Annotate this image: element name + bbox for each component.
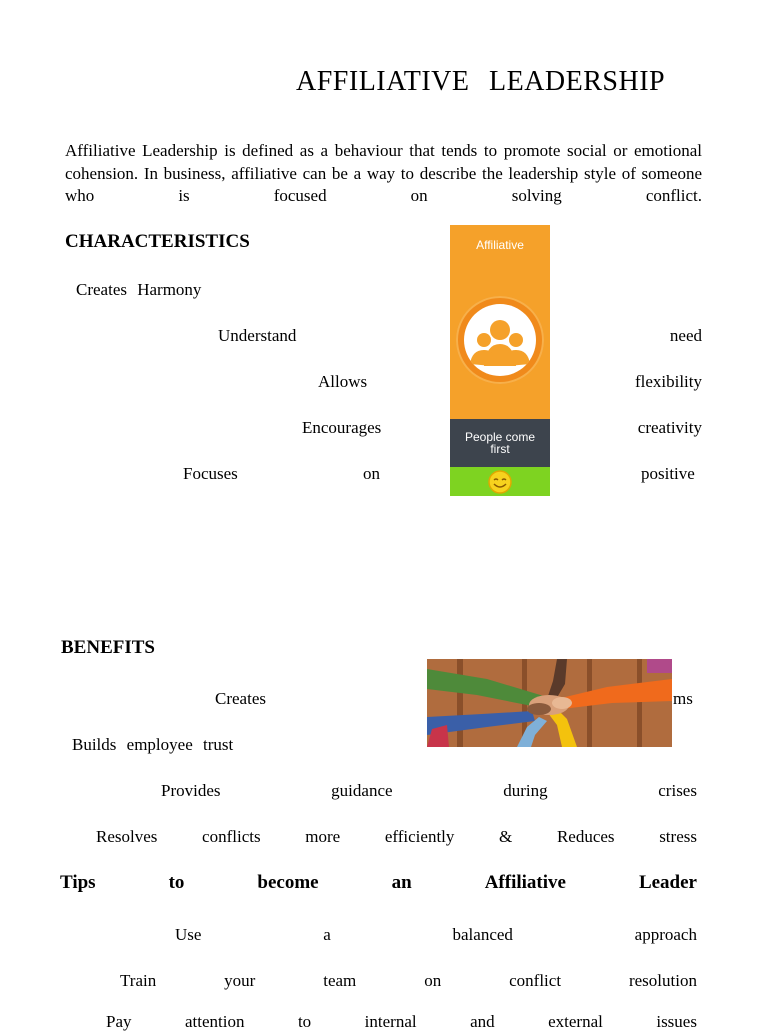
card-tagline xyxy=(450,419,550,467)
word: and xyxy=(470,1012,495,1031)
word: to xyxy=(168,872,185,893)
benefit-creates-tail: ms xyxy=(673,689,693,708)
word: crises xyxy=(658,781,697,800)
word: team xyxy=(323,971,357,990)
word: to xyxy=(297,1012,312,1031)
characteristic-word: Understand xyxy=(218,326,297,345)
benefit-creates: Creates xyxy=(215,689,266,708)
tip-pay-attention xyxy=(106,1012,697,1032)
benefit-conflicts xyxy=(96,827,697,847)
characteristic-positive: positive xyxy=(641,464,695,483)
tips-heading xyxy=(60,872,697,894)
word: Leader xyxy=(638,872,697,893)
benefit-builds-trust: Builds employee trust xyxy=(72,735,234,754)
characteristics-heading: CHARACTERISTICS xyxy=(65,231,250,252)
word: conflicts xyxy=(202,827,261,846)
people-group-icon xyxy=(464,304,536,376)
tip-train-team xyxy=(120,971,697,991)
page-title: AFFILIATIVE LEADERSHIP xyxy=(296,66,666,97)
characteristic-creates-harmony: Creates Harmony xyxy=(76,280,202,299)
smiley-face-icon xyxy=(487,469,513,495)
intro-paragraph: Affiliative Leadership is defined as a behaviour that tends to promote social or emotional cohension. In business, affiliative can be a way to describe the leadership style of someone who is focused on solving conflict. xyxy=(65,141,702,205)
word: & xyxy=(499,827,513,846)
word: Tips xyxy=(60,872,96,893)
word: become xyxy=(257,872,319,893)
word: Affiliative xyxy=(484,872,566,893)
word: attention xyxy=(184,1012,245,1031)
word: on xyxy=(424,971,442,990)
word: a xyxy=(323,925,331,944)
word: Pay xyxy=(106,1012,132,1031)
word: conflict xyxy=(509,971,562,990)
word: approach xyxy=(634,925,697,944)
benefits-heading: BENEFITS xyxy=(61,637,155,658)
word: your xyxy=(224,971,256,990)
word: issues xyxy=(656,1012,697,1031)
word: Reduces xyxy=(556,827,615,846)
card-label: Affiliative xyxy=(476,238,524,252)
benefit-guidance xyxy=(161,781,697,801)
characteristic-focuses: Focuses xyxy=(183,464,238,483)
characteristic-word: Encourages xyxy=(302,418,382,437)
word: guidance xyxy=(331,781,393,800)
word: Provides xyxy=(161,781,221,800)
affiliative-card xyxy=(450,225,550,496)
word: Use xyxy=(175,925,202,944)
stacked-hands-photo xyxy=(427,659,672,747)
word: more xyxy=(305,827,341,846)
word: balanced xyxy=(452,925,513,944)
characteristic-word: Allows xyxy=(318,372,368,391)
characteristic-on: on xyxy=(363,464,380,483)
card-green-panel xyxy=(450,467,550,496)
word: internal xyxy=(364,1012,417,1031)
characteristic-word: need xyxy=(669,326,702,345)
word: an xyxy=(391,872,412,893)
word: stress xyxy=(659,827,697,846)
tip-balanced-approach xyxy=(175,925,697,945)
word: Train xyxy=(120,971,157,990)
characteristic-word: flexibility xyxy=(634,372,702,391)
word: external xyxy=(548,1012,603,1031)
card-tagline-line: People come xyxy=(464,430,536,444)
characteristic-word: creativity xyxy=(637,418,702,437)
word: resolution xyxy=(628,971,697,990)
word: efficiently xyxy=(384,827,455,846)
card-tagline-line: first xyxy=(490,442,510,456)
word: Resolves xyxy=(96,827,158,846)
word: during xyxy=(503,781,548,800)
